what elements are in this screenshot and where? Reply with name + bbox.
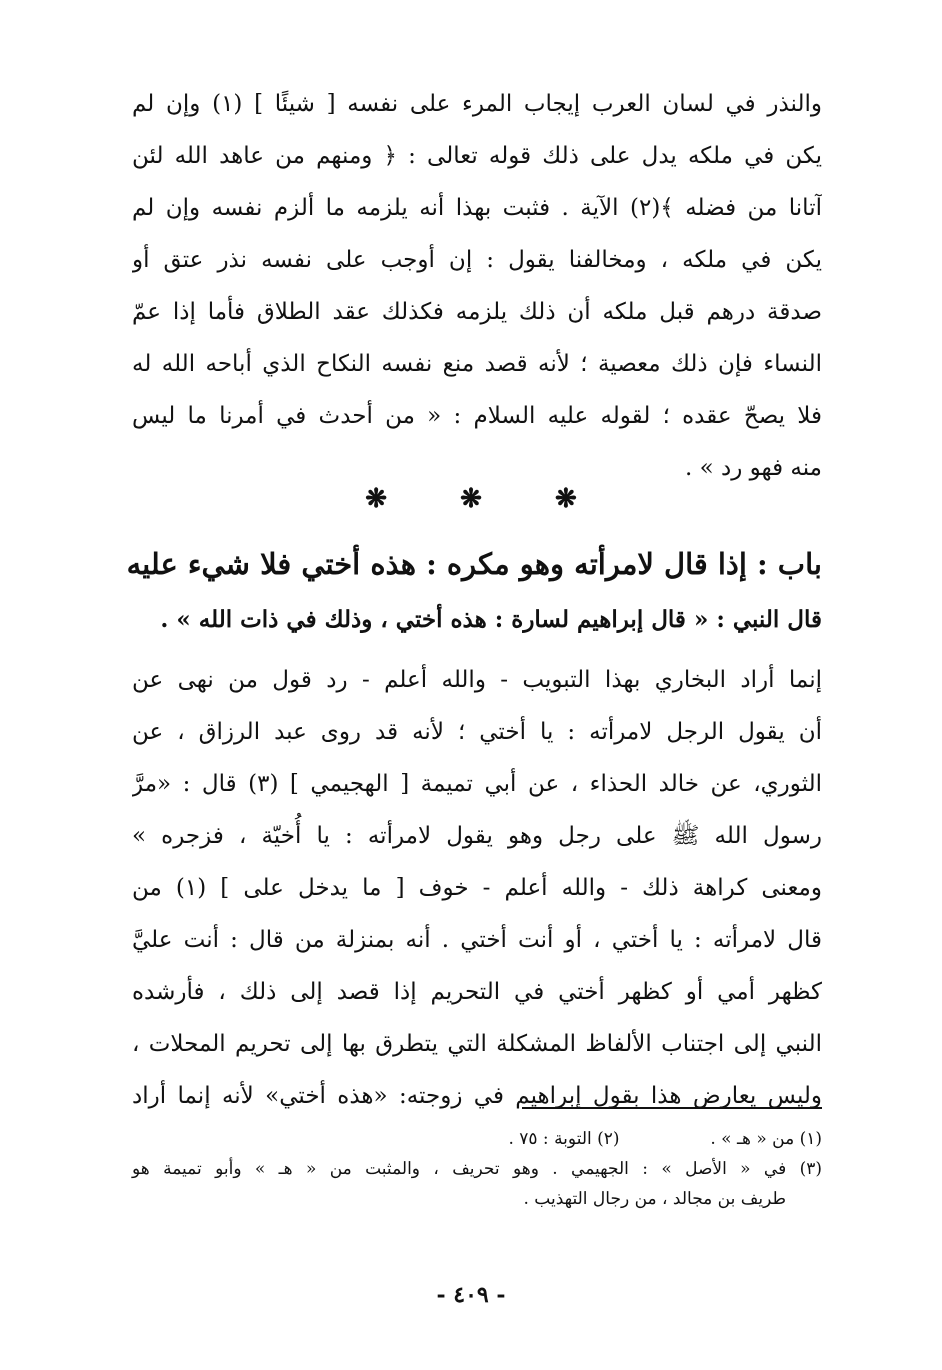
paragraph-1-line-3: آتانا من فضله ﴾(٢) الآية . فثبت بهذا أنه يلزمه ما ألزم نفسه وإن لم — [132, 195, 822, 221]
footnote-row-1 — [132, 1124, 822, 1154]
chapter-subtitle: قال النبي : « قال إبراهيم لسارة : هذه أختي ، وذلك في ذات الله » . — [160, 606, 822, 633]
paragraph-2-line-4: رسول الله ﷺ على رجل وهو يقول لامرأته : يا أُخيّة ، فزجره » — [132, 823, 822, 849]
paragraph-2-line-9: وليس يعارض هذا بقول إبراهيم في زوجته: «هذه أختي» لأنه إنما أراد — [132, 1083, 822, 1109]
separator-star-icon: ❋ — [554, 484, 577, 514]
paragraph-2-line-8: النبي إلى اجتناب الألفاظ المشكلة التي يتطرق بها إلى تحريم المحلات ، — [132, 1031, 822, 1057]
paragraph-2-line-5: ومعنى كراهة ذلك - والله أعلم - خوف [ ما يدخل على ] (١) من — [132, 875, 822, 901]
paragraph-1-line-2: يكن في ملكه يدل على ذلك قوله تعالى : ﴿ ومنهم من عاهد الله لئن — [132, 143, 822, 169]
footnote-1: (١) من « هـ » . — [710, 1129, 822, 1149]
footnotes — [132, 1124, 822, 1214]
separator-star-icon: ❋ — [365, 484, 388, 514]
footnote-3-line-2: طريف بن مجالد ، من رجال التهذيب . — [523, 1189, 786, 1209]
paragraph-1-line-5: صدقة درهم قبل ملكه أن ذلك يلزمه فكذلك عقد الطلاق فأما إذا عمّ — [132, 299, 822, 325]
footnote-2: (٢) التوبة : ٧٥ . — [508, 1129, 620, 1149]
paragraph-2-line-3: الثوري، عن خالد الحذاء ، عن أبي تميمة [ الهجيمي ] (٣) قال : «مرَّ — [132, 771, 822, 797]
page-number: - ٤٠٩ - — [436, 1282, 506, 1308]
paragraph-1-line-8: منه فهو رد » . — [684, 455, 822, 481]
footnote-3-line-1: (٣) في « الأصل » : الجهيمي . وهو تحريف ، والمثبت من « هـ » وأبو تميمة هو — [132, 1159, 822, 1179]
paragraph-2 — [132, 654, 822, 1122]
paragraph-2-line-6: قال لامرأته : يا أختي ، أو أنت أختي . أنه بمنزلة من قال : أنت عليَّ — [132, 927, 822, 953]
separator-star-icon: ❋ — [460, 484, 482, 514]
paragraph-2-line-2: أن يقول الرجل لامرأته : يا أختي ؛ لأنه قد روى عبد الرزاق ، عن — [132, 719, 822, 745]
footnote-divider — [522, 1107, 822, 1109]
paragraph-1-line-4: يكن في ملكه ، ومخالفنا يقول : إن أوجب على نفسه نذر عتق أو — [132, 247, 822, 273]
chapter-title: باب : إذا قال لامرأته وهو مكره : هذه أختي فلا شيء عليه — [126, 547, 822, 581]
paragraph-1-line-6: النساء فإن ذلك معصية ؛ لأنه قصد منع نفسه النكاح الذي أباحه الله له — [132, 351, 822, 377]
paragraph-2-line-7: كظهر أمي أو كظهر أختي في التحريم إذا قصد إلى ذلك ، فأرشده — [132, 979, 822, 1005]
section-separator — [0, 484, 942, 514]
paragraph-1-line-1: والنذر في لسان العرب إيجاب المرء على نفسه [ شيئًا ] (١) وإن لم — [132, 91, 822, 117]
paragraph-2-line-1: إنما أراد البخاري بهذا التبويب - والله أعلم - رد قول من نهى عن — [132, 667, 822, 693]
paragraph-1-line-7: فلا يصحّ عقده ؛ لقوله عليه السلام : « من أحدث في أمرنا ما ليس — [132, 403, 822, 429]
paragraph-1 — [132, 78, 822, 494]
